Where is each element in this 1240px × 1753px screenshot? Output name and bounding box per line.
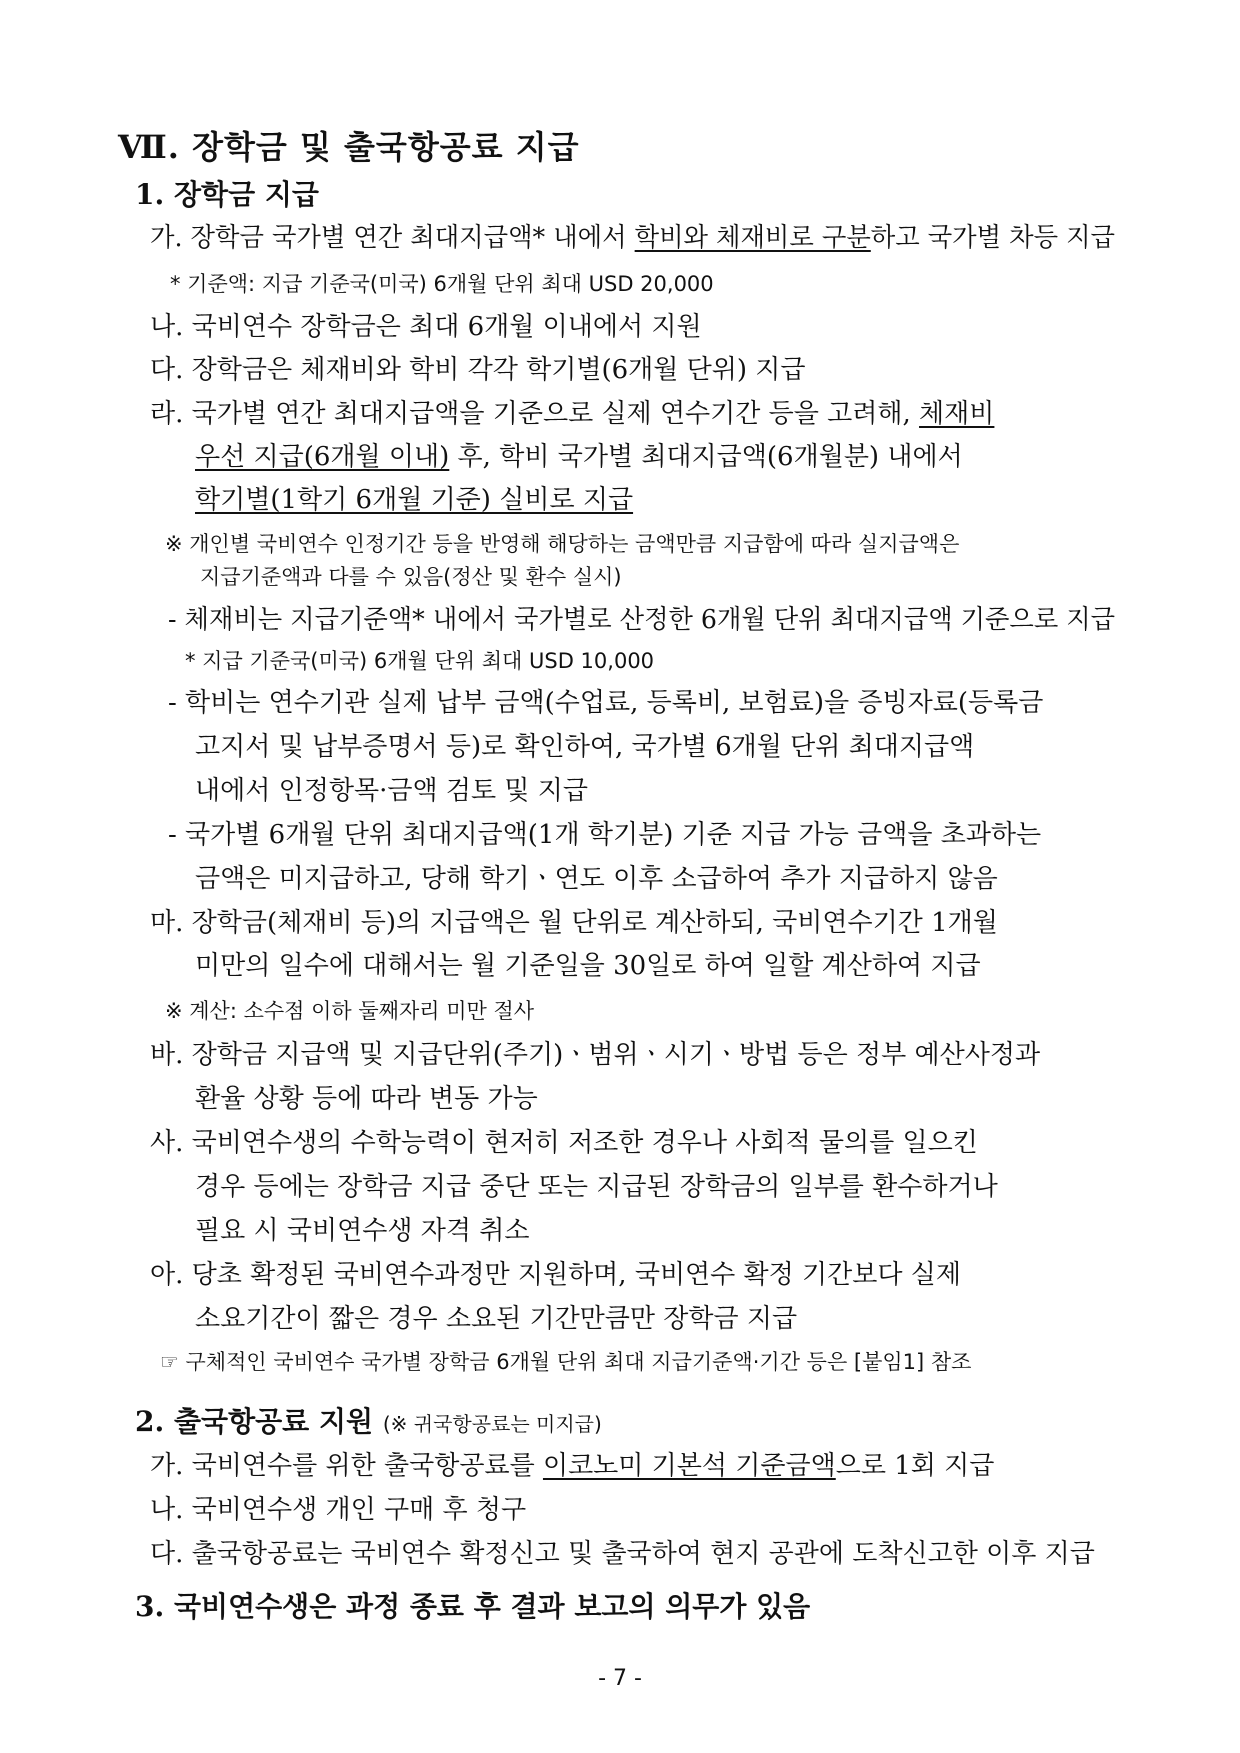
item-na: 나. 국비연수 장학금은 최대 6개월 이내에서 지원 <box>150 312 702 342</box>
dash-item-tuition-line3: 내에서 인정항목·금액 검토 및 지급 <box>195 776 588 806</box>
item-aa-line2: 소요기간이 짧은 경우 소요된 기간만큼만 장학금 지급 <box>195 1304 798 1334</box>
s2-item-ga <box>150 1453 994 1479</box>
item-ra-underline-2: 우선 지급(6개월 이내) <box>195 442 450 472</box>
item-ra-note-line2: 지급기준액과 다를 수 있음(정산 및 환수 실시) <box>200 565 622 589</box>
dash-item-excess-line1: - 국가별 6개월 단위 최대지급액(1개 학기분) 기준 지급 가능 금액을 초과하는 <box>168 820 1042 850</box>
item-ga <box>150 225 1115 251</box>
reference-note: ☞ 구체적인 국비연수 국가별 장학금 6개월 단위 최대 지급기준액·기간 등은 [붙임1] 참조 <box>160 1350 972 1374</box>
dash-item-living-cost: - 체재비는 지급기준액* 내에서 국가별로 산정한 6개월 단위 최대지급액 기준으로 지급 <box>168 605 1116 635</box>
s2-item-ga-text-end: 으로 1회 지급 <box>835 1451 995 1481</box>
item-ba-line2: 환율 상황 등에 따라 변동 가능 <box>195 1084 538 1114</box>
item-ma-line1: 마. 장학금(체재비 등)의 지급액은 월 단위로 계산하되, 국비연수기간 1개월 <box>150 908 998 938</box>
item-ra-text: 라. 국가별 연간 최대지급액을 기준으로 실제 연수기간 등을 고려해, <box>150 399 920 429</box>
section-2-title-note: (※ 귀국항공료는 미지급) <box>382 1412 602 1436</box>
item-ra-underline: 체재비 <box>919 399 995 429</box>
item-ra-text-2: 후, 학비 국가별 최대지급액(6개월분) 내에서 <box>449 442 963 472</box>
dash-item-excess-line2: 금액은 미지급하고, 당해 학기ㆍ연도 이후 소급하여 추가 지급하지 않음 <box>195 864 998 894</box>
s2-item-ga-text: 가. 국비연수를 위한 출국항공료를 <box>150 1451 543 1481</box>
item-da: 다. 장학금은 체재비와 학비 각각 학기별(6개월 단위) 지급 <box>150 355 806 385</box>
item-ga-underline: 학비와 체재비로 구분 <box>634 223 871 253</box>
item-ma-note: ※ 계산: 소수점 이하 둘째자리 미만 절사 <box>165 999 535 1023</box>
section-2-title <box>135 1405 602 1438</box>
dash-item-living-cost-note: * 지급 기준국(미국) 6개월 단위 최대 USD 10,000 <box>185 649 655 673</box>
s2-item-da: 다. 출국항공료는 국비연수 확정신고 및 출국하여 현지 공관에 도착신고한 이후 지급 <box>150 1539 1095 1569</box>
page-number: - 7 - <box>598 1666 642 1691</box>
item-ra-line2 <box>195 444 963 470</box>
item-ga-text-end: 하고 국가별 차등 지급 <box>870 223 1115 253</box>
item-ba-line1: 바. 장학금 지급액 및 지급단위(주기)ㆍ범위ㆍ시기ㆍ방법 등은 정부 예산사정과 <box>150 1040 1041 1070</box>
s2-item-ga-underline: 이코노미 기본석 기준금액 <box>542 1451 836 1481</box>
dash-item-tuition-line2: 고지서 및 납부증명서 등)로 확인하여, 국가별 6개월 단위 최대지급액 <box>195 732 975 762</box>
item-sa-line1: 사. 국비연수생의 수학능력이 현저히 저조한 경우나 사회적 물의를 일으킨 <box>150 1128 978 1158</box>
item-ga-text: 가. 장학금 국가별 연간 최대지급액* 내에서 <box>150 223 635 253</box>
section-2-title-text: 2. 출국항공료 지원 <box>135 1405 374 1438</box>
item-ra-line1 <box>150 401 994 427</box>
section-1-title: 1. 장학금 지급 <box>135 178 319 211</box>
dash-item-tuition-line1: - 학비는 연수기관 실제 납부 금액(수업료, 등록비, 보험료)을 증빙자료(등록금 <box>168 688 1044 718</box>
item-aa-line1: 아. 당초 확정된 국비연수과정만 지원하며, 국비연수 확정 기간보다 실제 <box>150 1260 962 1290</box>
item-ra-note-line1: ※ 개인별 국비연수 인정기간 등을 반영해 해당하는 금액만큼 지급함에 따라 실지급액은 <box>165 532 960 556</box>
section-3-title: 3. 국비연수생은 과정 종료 후 결과 보고의 의무가 있음 <box>135 1590 811 1623</box>
s2-item-na: 나. 국비연수생 개인 구매 후 청구 <box>150 1495 527 1525</box>
item-ga-note: * 기준액: 지급 기준국(미국) 6개월 단위 최대 USD 20,000 <box>170 272 714 296</box>
item-sa-line2: 경우 등에는 장학금 지급 중단 또는 지급된 장학금의 일부를 환수하거나 <box>195 1172 998 1202</box>
chapter-heading: Ⅶ. 장학금 및 출국항공료 지급 <box>118 128 580 166</box>
item-ma-line2: 미만의 일수에 대해서는 월 기준일을 30일로 하여 일할 계산하여 지급 <box>195 951 981 981</box>
item-ra-line3: 학기별(1학기 6개월 기준) 실비로 지급 <box>195 485 634 515</box>
item-sa-line3: 필요 시 국비연수생 자격 취소 <box>195 1216 530 1246</box>
